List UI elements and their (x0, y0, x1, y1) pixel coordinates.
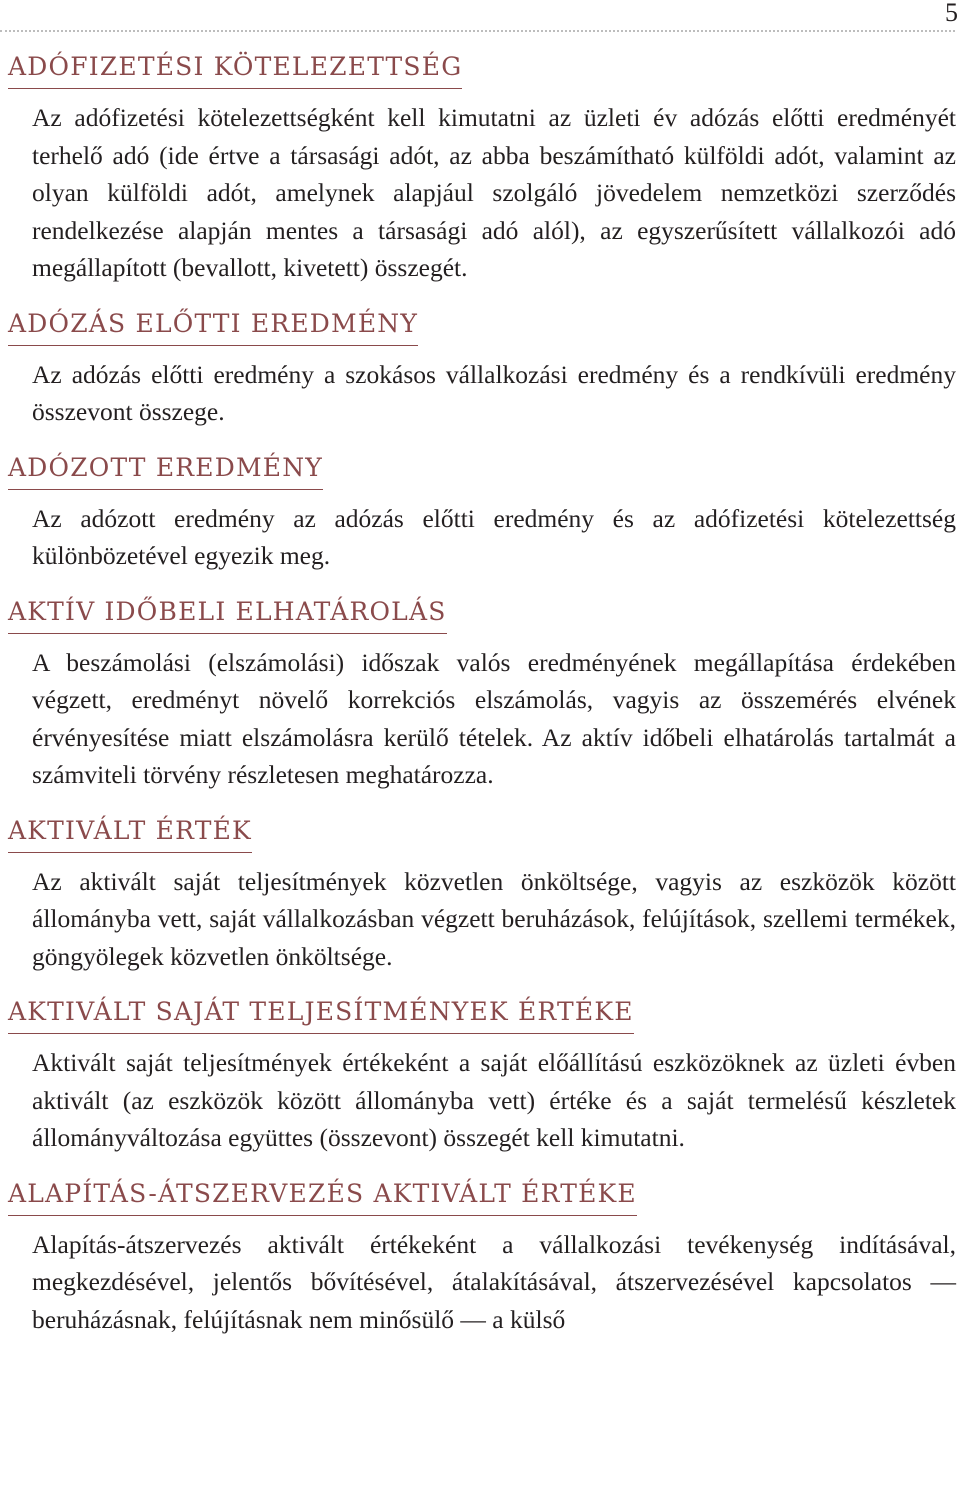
glossary-entry (0, 1175, 956, 1339)
glossary-entry (0, 305, 956, 431)
glossary-entry (0, 812, 956, 976)
glossary-entry (0, 993, 956, 1157)
glossary-term: AKTIVÁLT SAJÁT TELJESÍTMÉNYEK ÉRTÉKE (8, 993, 634, 1034)
glossary-definition: Az adózott eredmény az adózás előtti eredmény és az adófizetési kötelezettség különbözetével egyezik meg. (32, 503, 956, 570)
glossary-term: AKTÍV IDŐBELI ELHATÁROLÁS (8, 593, 447, 634)
glossary-term: ADÓFIZETÉSI KÖTELEZETTSÉG (8, 48, 462, 89)
glossary-entry (0, 593, 956, 794)
glossary-term: ADÓZÁS ELŐTTI EREDMÉNY (8, 305, 418, 346)
glossary-definition: Alapítás-átszervezés aktivált értékeként a vállalkozási tevékenység indításával, megkezdésével, jelentős bővítésével, átalakításával, átszervezésével kapcsolatos — beruházásnak, felújításnak nem minősülő — a külső (32, 1229, 956, 1334)
glossary-definition: Az adózás előtti eredmény a szokásos vállalkozási eredmény és a rendkívüli eredmény összevont összege. (32, 359, 956, 426)
glossary-definition: Az adófizetési kötelezettségként kell kimutatni az üzleti év adózás előtti eredményét terhelő adó (ide értve a társasági adót, az abba beszámítható külföldi adót, valamint az olyan külföldi adót, amelynek alapjául szolgáló jövedelem nemzetközi szerződés rendelkezése alapján mentes a társasági adó alól), az egyszerűsített vállalkozói adó megállapított (bevallott, kivetett) összegét. (32, 103, 956, 282)
glossary-definition: Aktivált saját teljesítmények értékeként a saját előállítású eszközöknek az üzleti évben aktivált (az eszközök között állományba vett) értéke és a saját termelésű készletek állományváltozása együttes (összevont) összegét kell kimutatni. (32, 1048, 956, 1152)
glossary-entries (0, 48, 956, 1338)
header-dotted-rule (0, 30, 955, 32)
glossary-definition: Az aktivált saját teljesítmények közvetlen önköltsége, vagyis az eszközök között állományba vett, saját vállalkozásban végzett beruházások, felújítások, szellemi termékek, göngyölegek közvetlen önköltsége. (32, 866, 956, 971)
glossary-entry (0, 48, 956, 287)
glossary-term: AKTIVÁLT ÉRTÉK (8, 812, 252, 853)
glossary-term: ALAPÍTÁS-ÁTSZERVEZÉS AKTIVÁLT ÉRTÉKE (8, 1175, 637, 1216)
page-number: 5 (945, 0, 958, 27)
glossary-term: ADÓZOTT EREDMÉNY (8, 449, 323, 490)
glossary-definition: A beszámolási (elszámolási) időszak valós eredményének megállapítása érdekében végzett, eredményt növelő korrekciós elszámolás, vagyis az összemérés elvének érvényesítése miatt elszámolásra kerülő tételek. Az aktív időbeli elhatárolás tartalmát a számviteli törvény részletesen meghatározza. (32, 647, 956, 789)
glossary-entry (0, 449, 956, 575)
